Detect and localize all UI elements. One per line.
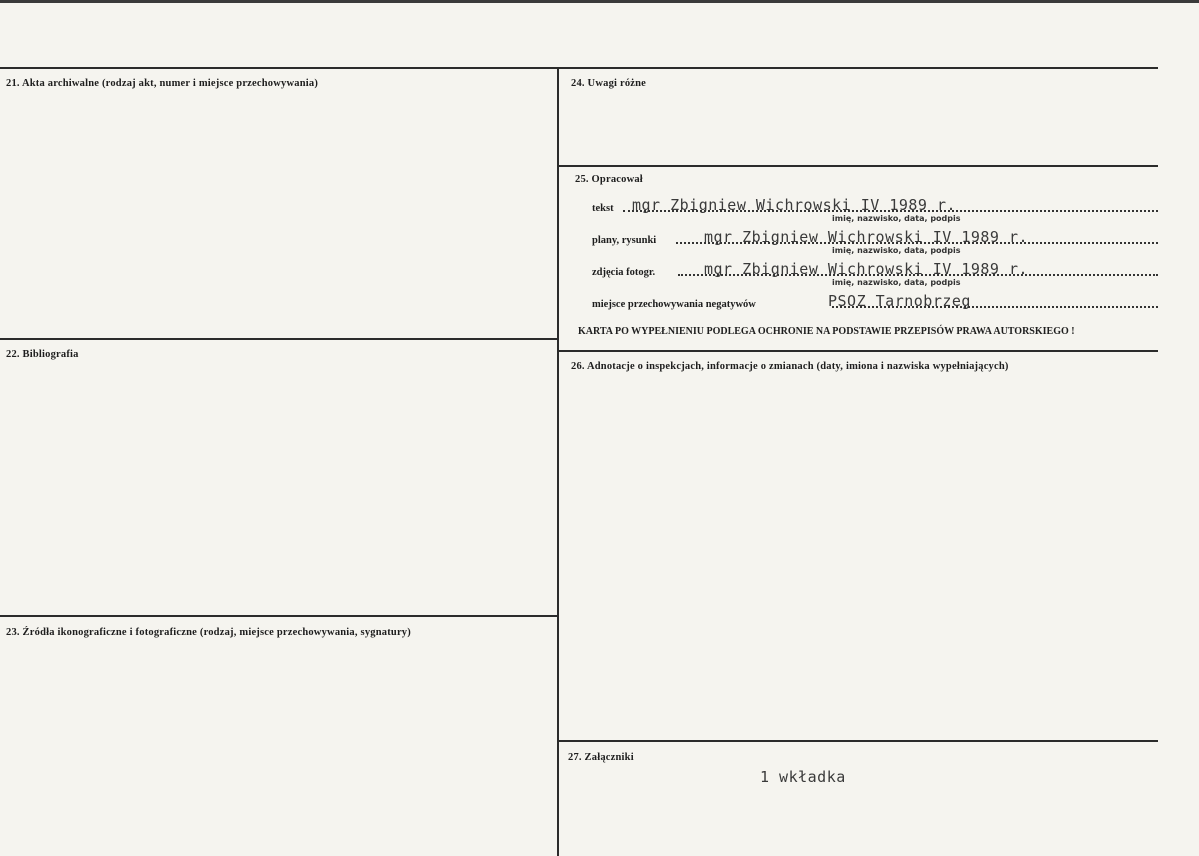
field-tekst (592, 196, 1158, 223)
section-27-label: 27. Załączniki (568, 752, 634, 763)
rule-right-26 (558, 350, 1158, 352)
field-negatywy (592, 292, 1158, 312)
top-rule (0, 67, 1158, 69)
rule-right-27 (558, 740, 1158, 742)
section-27-value: 1 wkładka (760, 768, 846, 786)
field-tekst-label: tekst (592, 203, 614, 214)
field-zdjecia (592, 260, 1158, 287)
field-negatywy-value: PSOZ Tarnobrzeg (828, 292, 971, 310)
top-edge (0, 0, 1199, 3)
section-25-label: 25. Opracował (575, 174, 643, 185)
rule-left-23 (0, 615, 558, 617)
field-negatywy-label: miejsce przechowywania negatywów (592, 299, 756, 310)
section-26-label: 26. Adnotacje o inspekcjach, informacje o zmianach (daty, imiona i nazwiska wypełniających) (571, 361, 1009, 372)
rule-right-25 (558, 165, 1158, 167)
field-tekst-hint: imię, nazwisko, data, podpis (832, 214, 961, 223)
copyright-notice: KARTA PO WYPEŁNIENIU PODLEGA OCHRONIE NA PODSTAWIE PRZEPISÓW PRAWA AUTORSKIEGO ! (578, 326, 1075, 337)
section-21-label: 21. Akta archiwalne (rodzaj akt, numer i miejsce przechowywania) (6, 78, 319, 89)
section-22-label: 22. Bibliografia (6, 349, 79, 360)
section-23-label: 23. Źródła ikonograficzne i fotograficzne (rodzaj, miejsce przechowywania, sygnatury) (6, 627, 411, 638)
field-plany-value: mgr Zbigniew Wichrowski IV 1989 r. (704, 228, 1029, 246)
field-plany (592, 228, 1158, 255)
field-tekst-value: mgr Zbigniew Wichrowski IV 1989 r. (632, 196, 957, 214)
field-plany-label: plany, rysunki (592, 235, 657, 246)
field-zdjecia-value: mgr Zbigniew Wichrowski IV 1989 r. (704, 260, 1029, 278)
rule-left-22 (0, 338, 558, 340)
field-zdjecia-hint: imię, nazwisko, data, podpis (832, 278, 961, 287)
center-divider (557, 67, 559, 856)
field-zdjecia-label: zdjęcia fotogr. (592, 267, 656, 278)
field-plany-hint: imię, nazwisko, data, podpis (832, 246, 961, 255)
section-24-label: 24. Uwagi różne (571, 78, 647, 89)
